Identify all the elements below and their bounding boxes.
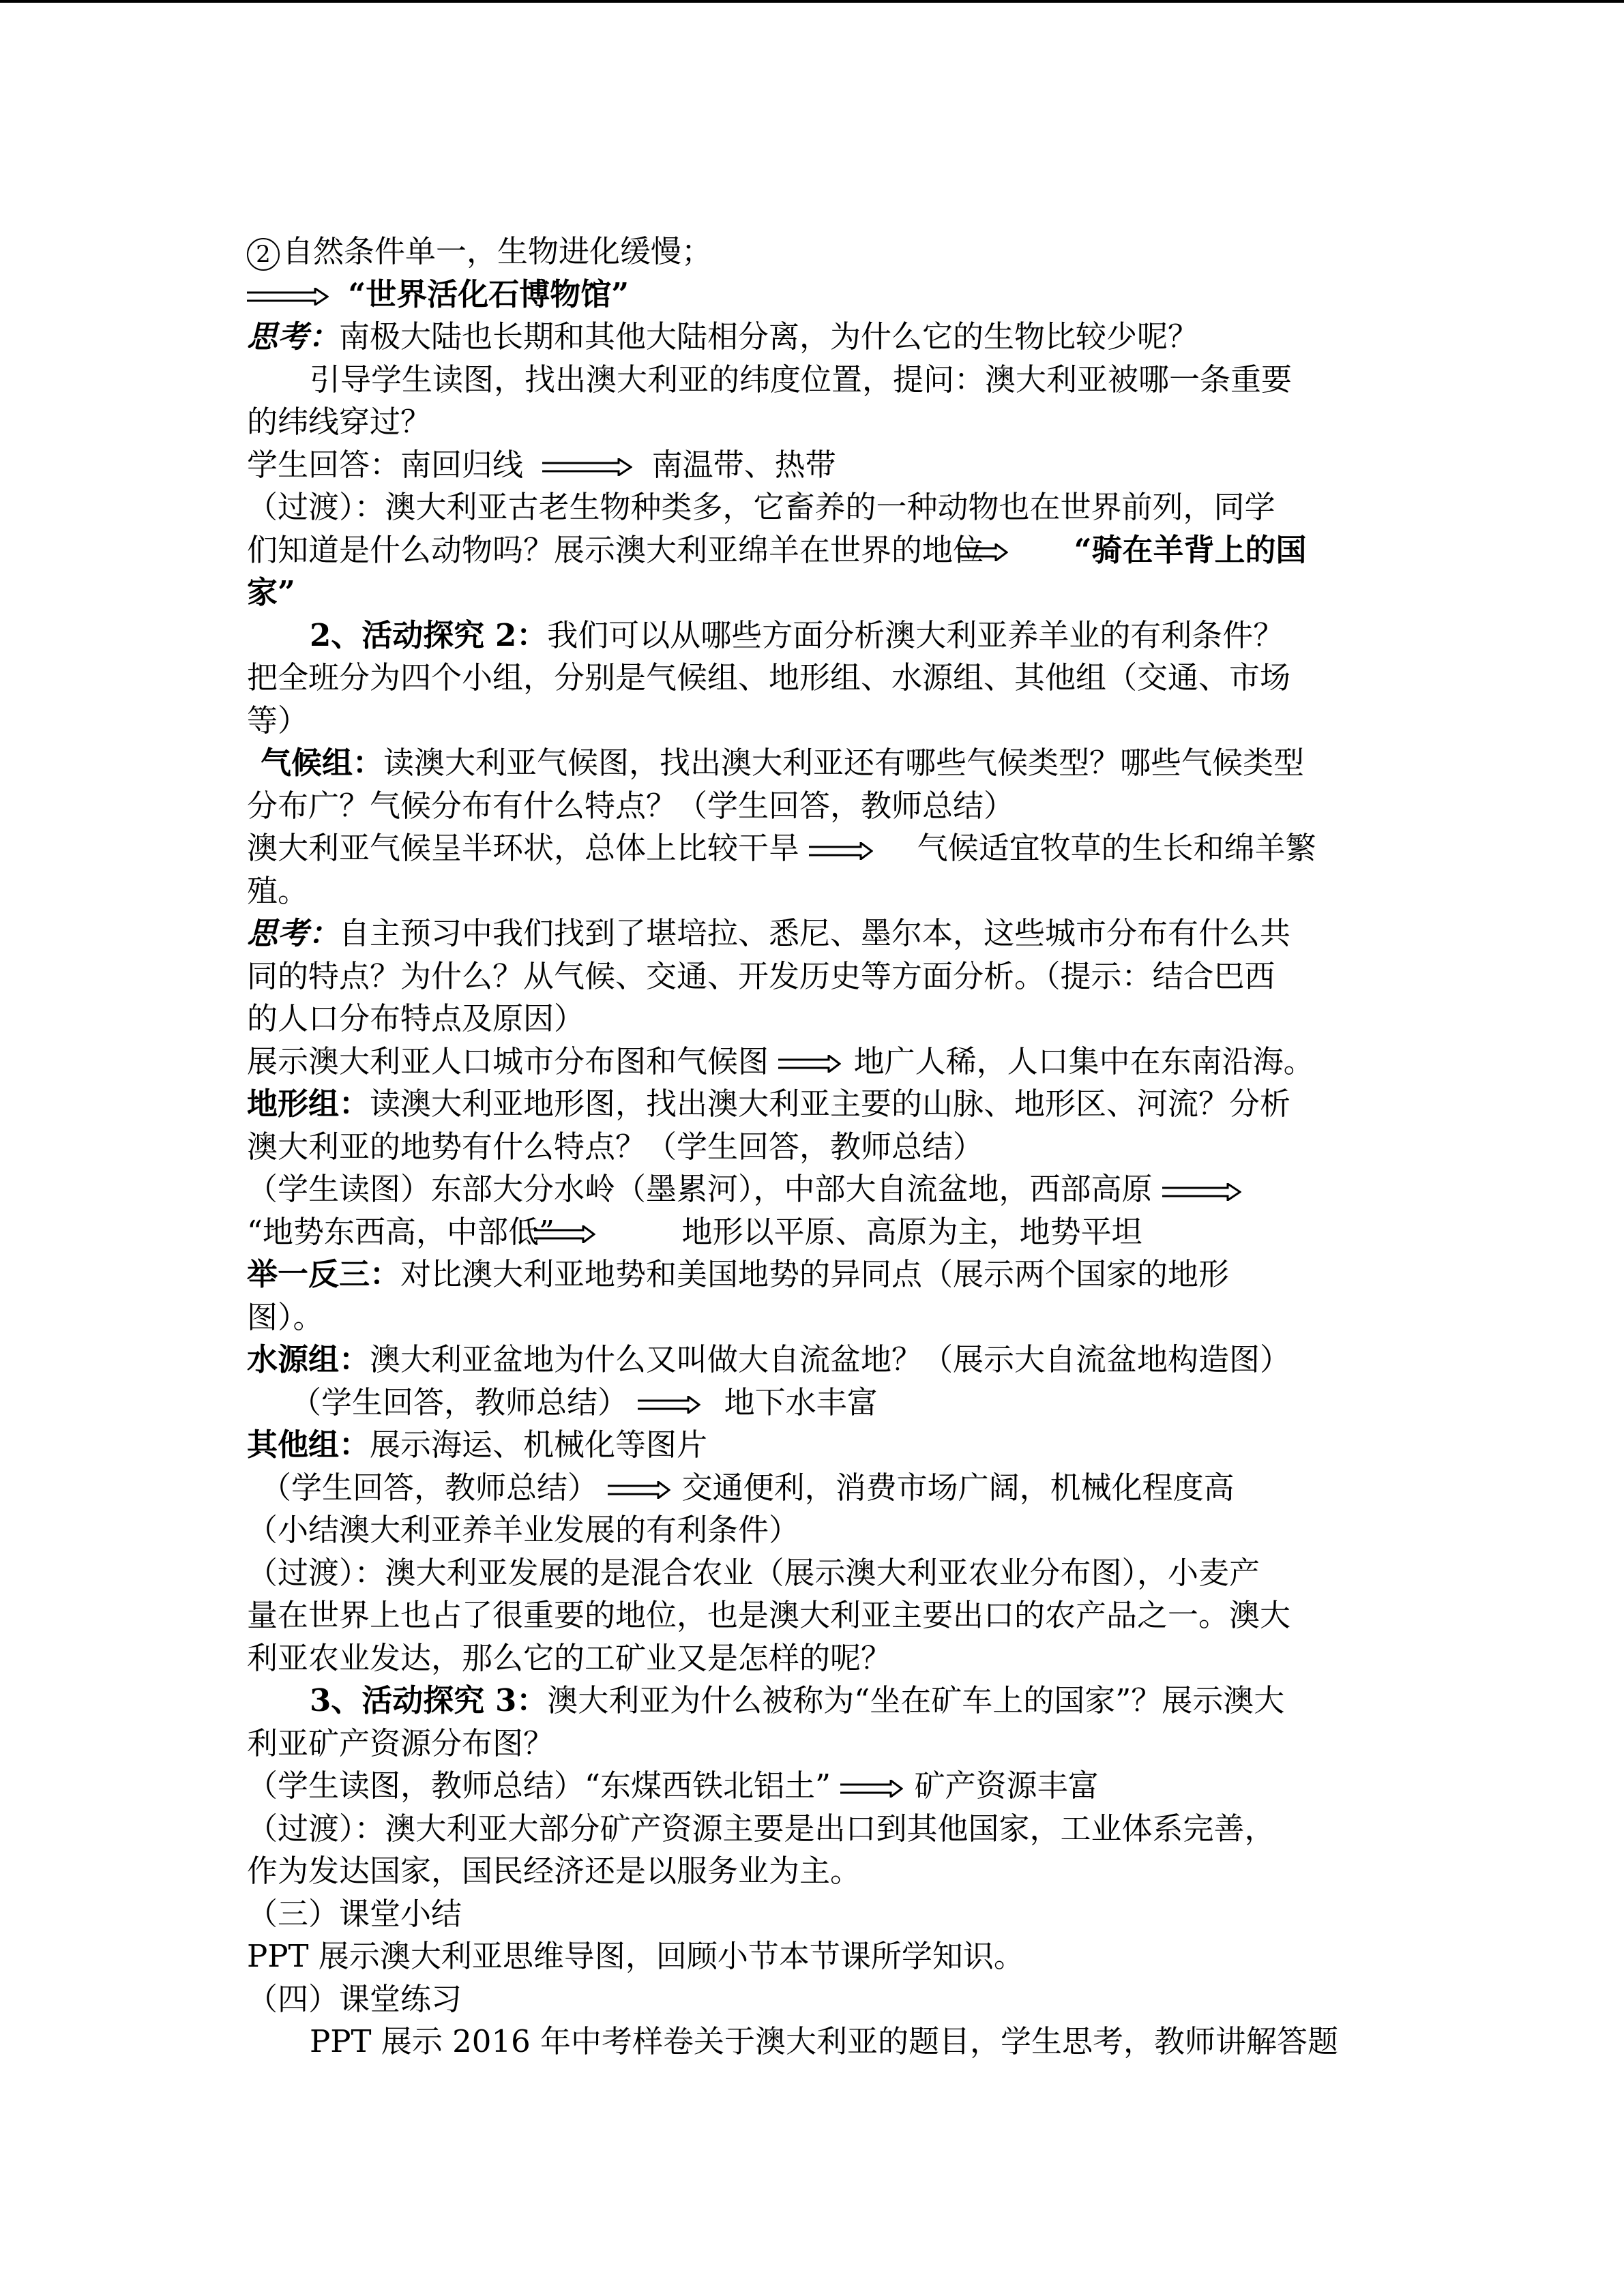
- group-label: 气候组：: [261, 745, 384, 781]
- group-label: 其他组：: [247, 1427, 370, 1463]
- text-line: [247, 1168, 1379, 1211]
- line-text: 读澳大利亚地形图，找出澳大利亚主要的山脉、地形区、河流？分析: [370, 1086, 1291, 1122]
- text-line: [247, 827, 1379, 870]
- line-text: 展示海运、机械化等图片: [370, 1427, 708, 1463]
- text-line: [247, 1765, 1379, 1808]
- line-text: 自然条件单一，生物进化缓慢；: [282, 233, 713, 269]
- line-text: 矿产资源丰富: [914, 1768, 1099, 1804]
- line-text: （过渡）：澳大利亚古老生物种类多，它畜养的一种动物也在世界前列，同学: [247, 489, 1275, 525]
- double-arrow-icon: [534, 1225, 595, 1243]
- line-text: 作为发达国家，国民经济还是以服务业为主。: [247, 1853, 861, 1889]
- line-text: 量在世界上也占了很重要的地位，也是澳大利亚主要出口的农产品之一。澳大: [247, 1597, 1291, 1633]
- double-arrow-icon: [247, 288, 329, 305]
- think-label: 思考：: [247, 318, 340, 355]
- line-text: 等）: [247, 702, 309, 739]
- line-text: PPT 展示 2016 年中考样卷关于澳大利亚的题目，学生思考，教师讲解答题: [310, 2023, 1339, 2059]
- bold-text: “骑在羊背上的国: [1074, 531, 1307, 568]
- double-arrow-icon: [1162, 1183, 1241, 1201]
- line-text: （过渡）：澳大利亚大部分矿产资源主要是出口到其他国家，工业体系完善，: [247, 1810, 1275, 1847]
- line-text: 利亚矿产资源分布图？: [247, 1725, 555, 1761]
- text-line: [247, 273, 1379, 316]
- text-line: [247, 571, 1379, 614]
- circled-number: 2: [247, 238, 280, 271]
- text-line: [247, 998, 1379, 1041]
- line-text: 的纬线穿过？: [247, 404, 432, 440]
- text-line: [247, 1339, 1379, 1382]
- text-line: [247, 1296, 1379, 1339]
- text-line: [247, 1680, 1379, 1723]
- line-text: （过渡）：澳大利亚发展的是混合农业（展示澳大利亚农业分布图），小麦产: [247, 1554, 1260, 1591]
- text-line: [247, 1808, 1379, 1851]
- line-text: 澳大利亚为什么被称为“坐在矿车上的国家”？展示澳大: [547, 1682, 1285, 1718]
- double-arrow-icon: [809, 842, 873, 860]
- double-arrow-icon: [960, 543, 1008, 561]
- line-text: 气候适宜牧草的生长和绵羊繁: [917, 830, 1316, 866]
- double-arrow-icon: [608, 1481, 670, 1499]
- text-line: [247, 785, 1379, 828]
- group-label: 地形组：: [247, 1086, 370, 1122]
- text-line: [247, 1424, 1379, 1467]
- double-arrow-icon: [840, 1780, 903, 1798]
- text-line: [247, 955, 1379, 998]
- text-line: [247, 1552, 1379, 1595]
- double-arrow-icon: [542, 458, 632, 476]
- text-line: [247, 529, 1379, 572]
- line-text: 图）。: [247, 1298, 324, 1335]
- line-text: （四）课堂练习: [247, 1980, 462, 2017]
- line-text: 自主预习中我们找到了堪培拉、悉尼、墨尔本，这些城市分布有什么共: [339, 915, 1291, 951]
- line-text: 殖。: [247, 872, 309, 909]
- text-line: [247, 912, 1379, 955]
- text-line: [247, 700, 1379, 743]
- bold-text: “世界活化石博物馆”: [348, 275, 630, 312]
- text-line: [247, 870, 1379, 913]
- line-text: 利亚农业发达，那么它的工矿业又是怎样的呢？: [247, 1639, 892, 1676]
- text-line: [247, 230, 1379, 273]
- group-label: 水源组：: [247, 1341, 370, 1377]
- text-line: [247, 1467, 1379, 1510]
- line-text: 地下水丰富: [724, 1384, 878, 1420]
- line-text: 澳大利亚气候呈半环状，总体上比较干旱: [247, 830, 800, 866]
- line-text: 澳大利亚盆地为什么又叫做大自流盆地？（展示大自流盆地构造图）: [370, 1341, 1291, 1377]
- line-text: PPT 展示澳大利亚思维导图，回顾小节本节课所学知识。: [247, 1938, 1024, 1974]
- line-text: 学生回答：南回归线: [247, 446, 524, 483]
- line-text: 交通便利，消费市场广阔，机械化程度高: [681, 1469, 1235, 1506]
- text-line: [247, 1723, 1379, 1765]
- line-text: 澳大利亚的地势有什么特点？（学生回答，教师总结）: [247, 1128, 984, 1165]
- document-body: [247, 230, 1379, 2063]
- line-text: （学生回答，教师总结）: [291, 1384, 629, 1420]
- text-line: [247, 1893, 1379, 1936]
- text-line: [247, 1637, 1379, 1680]
- text-line: [247, 359, 1379, 402]
- text-line: [247, 1126, 1379, 1169]
- line-text: 们知道是什么动物吗？展示澳大利亚绵羊在世界的地位: [247, 531, 984, 568]
- line-text: 地形以平原、高原为主，地势平坦: [681, 1213, 1142, 1250]
- line-text: 分布广？气候分布有什么特点？（学生回答，教师总结）: [247, 787, 1015, 824]
- text-line: [247, 1211, 1379, 1254]
- text-line: [247, 444, 1379, 487]
- line-text: 展示澳大利亚人口城市分布图和气候图: [247, 1043, 769, 1079]
- line-text: 我们可以从哪些方面分析澳大利亚养羊业的有利条件？: [547, 616, 1284, 653]
- line-text: 同的特点？为什么？从气候、交通、开发历史等方面分析。（提示：结合巴西: [247, 957, 1275, 994]
- text-line: [247, 742, 1379, 785]
- line-text: 南极大陆也长期和其他大陆相分离，为什么它的生物比较少呢？: [339, 318, 1199, 355]
- section-heading: 2、活动探究 2：: [310, 616, 548, 653]
- group-label: 举一反三：: [247, 1256, 401, 1292]
- double-arrow-icon: [778, 1055, 841, 1073]
- line-text: （学生回答，教师总结）: [261, 1469, 599, 1506]
- text-line: [247, 1850, 1379, 1893]
- section-heading: 3、活动探究 3：: [310, 1682, 548, 1718]
- text-line: [247, 2021, 1379, 2063]
- text-line: [247, 1594, 1379, 1637]
- line-text: 对比澳大利亚地势和美国地势的异同点（展示两个国家的地形: [400, 1256, 1230, 1292]
- line-text: （小结澳大利亚养羊业发展的有利条件）: [247, 1512, 800, 1548]
- text-line: [247, 316, 1379, 359]
- line-text: 的人口分布特点及原因）: [247, 1000, 585, 1037]
- text-line: [247, 486, 1379, 529]
- text-line: [247, 1382, 1379, 1425]
- line-text: 地广人稀，人口集中在东南沿海。: [853, 1043, 1314, 1079]
- text-line: [247, 1978, 1379, 2021]
- line-text: （学生读图）东部大分水岭（墨累河），中部大自流盆地，西部高原: [247, 1171, 1153, 1207]
- page-top-border: [0, 0, 1624, 3]
- line-text: （三）课堂小结: [247, 1895, 462, 1932]
- line-text: 读澳大利亚气候图，找出澳大利亚还有哪些气候类型？哪些气候类型: [383, 745, 1305, 781]
- text-line: [247, 1083, 1379, 1126]
- text-line: [247, 657, 1379, 700]
- bold-text: 家”: [247, 574, 295, 610]
- line-text: 引导学生读图，找出澳大利亚的纬度位置，提问：澳大利亚被哪一条重要: [310, 361, 1293, 398]
- line-text: 南温带、热带: [651, 446, 836, 483]
- double-arrow-icon: [638, 1396, 700, 1414]
- text-line: [247, 1509, 1379, 1552]
- text-line: [247, 614, 1379, 657]
- text-line: [247, 1253, 1379, 1296]
- text-line: [247, 401, 1379, 444]
- think-label: 思考：: [247, 915, 340, 951]
- line-text: 把全班分为四个小组，分别是气候组、地形组、水源组、其他组（交通、市场: [247, 659, 1291, 696]
- line-text: （学生读图，教师总结）“东煤西铁北铝土”: [247, 1768, 831, 1804]
- text-line: [247, 1935, 1379, 1978]
- text-line: [247, 1041, 1379, 1084]
- line-text: “地势东西高，中部低”: [247, 1213, 555, 1250]
